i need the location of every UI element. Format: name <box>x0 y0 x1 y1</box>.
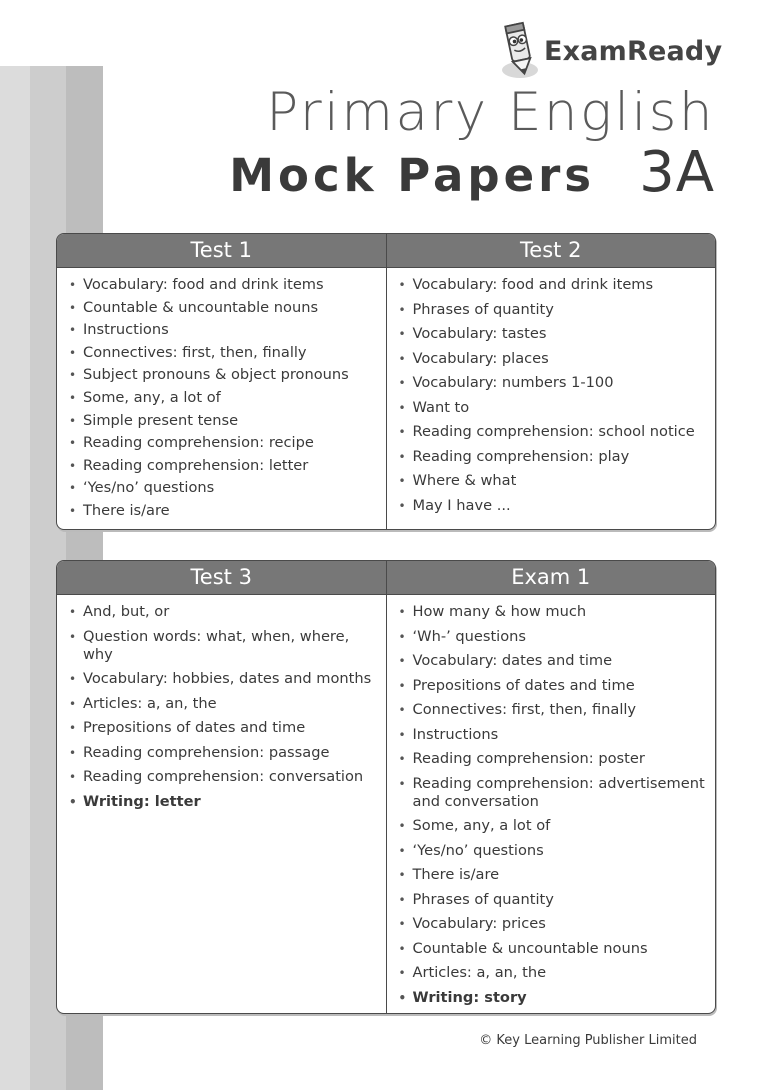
topic-item: • Question words: what, when, where, why <box>69 628 378 664</box>
brand-name: ExamReady <box>544 35 723 67</box>
page-title-line-1: Primary English <box>266 82 715 143</box>
topic-item: • Reading comprehension: conversation <box>69 768 378 786</box>
topic-item: • Vocabulary: prices <box>399 915 708 933</box>
topic-item: • ‘Yes/no’ questions <box>69 479 378 497</box>
topic-list <box>387 595 716 1014</box>
topic-item: • Want to <box>399 399 708 417</box>
column-test-1 <box>57 234 386 529</box>
topic-item: • ‘Yes/no’ questions <box>399 842 708 860</box>
topic-item: • Reading comprehension: poster <box>399 750 708 768</box>
topic-item: • Vocabulary: places <box>399 350 708 368</box>
topic-item: • Simple present tense <box>69 412 378 430</box>
topic-item: • Reading comprehension: school notice <box>399 423 708 441</box>
topic-list <box>387 268 716 527</box>
book-code: 3A <box>639 140 715 205</box>
topic-item: • Prepositions of dates and time <box>399 677 708 695</box>
topic-item: • Connectives: first, then, finally <box>69 344 378 362</box>
page-title-line-2 <box>229 140 715 205</box>
topic-list <box>57 595 386 823</box>
topic-item: • Vocabulary: food and drink items <box>399 276 708 294</box>
topic-item: • Reading comprehension: letter <box>69 457 378 475</box>
topic-item: • Instructions <box>69 321 378 339</box>
column-heading: Test 1 <box>57 234 386 268</box>
topic-item: • Reading comprehension: play <box>399 448 708 466</box>
brand-logo <box>500 18 722 80</box>
topic-item: • Reading comprehension: recipe <box>69 434 378 452</box>
topic-item: • There is/are <box>69 502 378 520</box>
topic-item: • Articles: a, an, the <box>399 964 708 982</box>
topic-item: • And, but, or <box>69 603 378 621</box>
column-heading: Test 3 <box>57 561 386 595</box>
copyright-notice: © Key Learning Publisher Limited <box>479 1033 697 1048</box>
topic-item: • Instructions <box>399 726 708 744</box>
topic-item: • Some, any, a lot of <box>69 389 378 407</box>
topic-list <box>57 268 386 530</box>
topic-item: • May I have ... <box>399 497 708 515</box>
column-exam-1 <box>386 561 716 1013</box>
topic-item: • Where & what <box>399 472 708 490</box>
column-heading: Test 2 <box>387 234 716 268</box>
pencil-mascot-icon <box>500 18 542 80</box>
topic-item: • Phrases of quantity <box>399 301 708 319</box>
topic-item: • Vocabulary: hobbies, dates and months <box>69 670 378 688</box>
column-heading: Exam 1 <box>387 561 716 595</box>
column-test-2 <box>386 234 716 529</box>
topic-item: • Subject pronouns & object pronouns <box>69 366 378 384</box>
topic-item: • Writing: story <box>399 989 708 1007</box>
topic-item: • How many & how much <box>399 603 708 621</box>
topics-table-2 <box>56 560 716 1014</box>
topic-item: • Vocabulary: food and drink items <box>69 276 378 294</box>
decorative-stripe-light <box>0 66 30 1090</box>
topic-item: • Vocabulary: numbers 1-100 <box>399 374 708 392</box>
topic-item: • Vocabulary: tastes <box>399 325 708 343</box>
topic-item: • There is/are <box>399 866 708 884</box>
topic-item: • Phrases of quantity <box>399 891 708 909</box>
topic-item: • Some, any, a lot of <box>399 817 708 835</box>
topic-item: • Countable & uncountable nouns <box>399 940 708 958</box>
topic-item: • Prepositions of dates and time <box>69 719 378 737</box>
topic-item: • ‘Wh-’ questions <box>399 628 708 646</box>
topic-item: • Reading comprehension: passage <box>69 744 378 762</box>
topic-item: • Writing: letter <box>69 793 378 811</box>
topic-item: • Articles: a, an, the <box>69 695 378 713</box>
page-title-subtitle: Mock Papers <box>229 149 596 202</box>
topic-item: • Vocabulary: dates and time <box>399 652 708 670</box>
topic-item: • Connectives: first, then, finally <box>399 701 708 719</box>
topics-table-1 <box>56 233 716 530</box>
topic-item: • Reading comprehension: advertisement and conversation <box>399 775 708 811</box>
topic-item: • Countable & uncountable nouns <box>69 299 378 317</box>
column-test-3 <box>57 561 386 1013</box>
